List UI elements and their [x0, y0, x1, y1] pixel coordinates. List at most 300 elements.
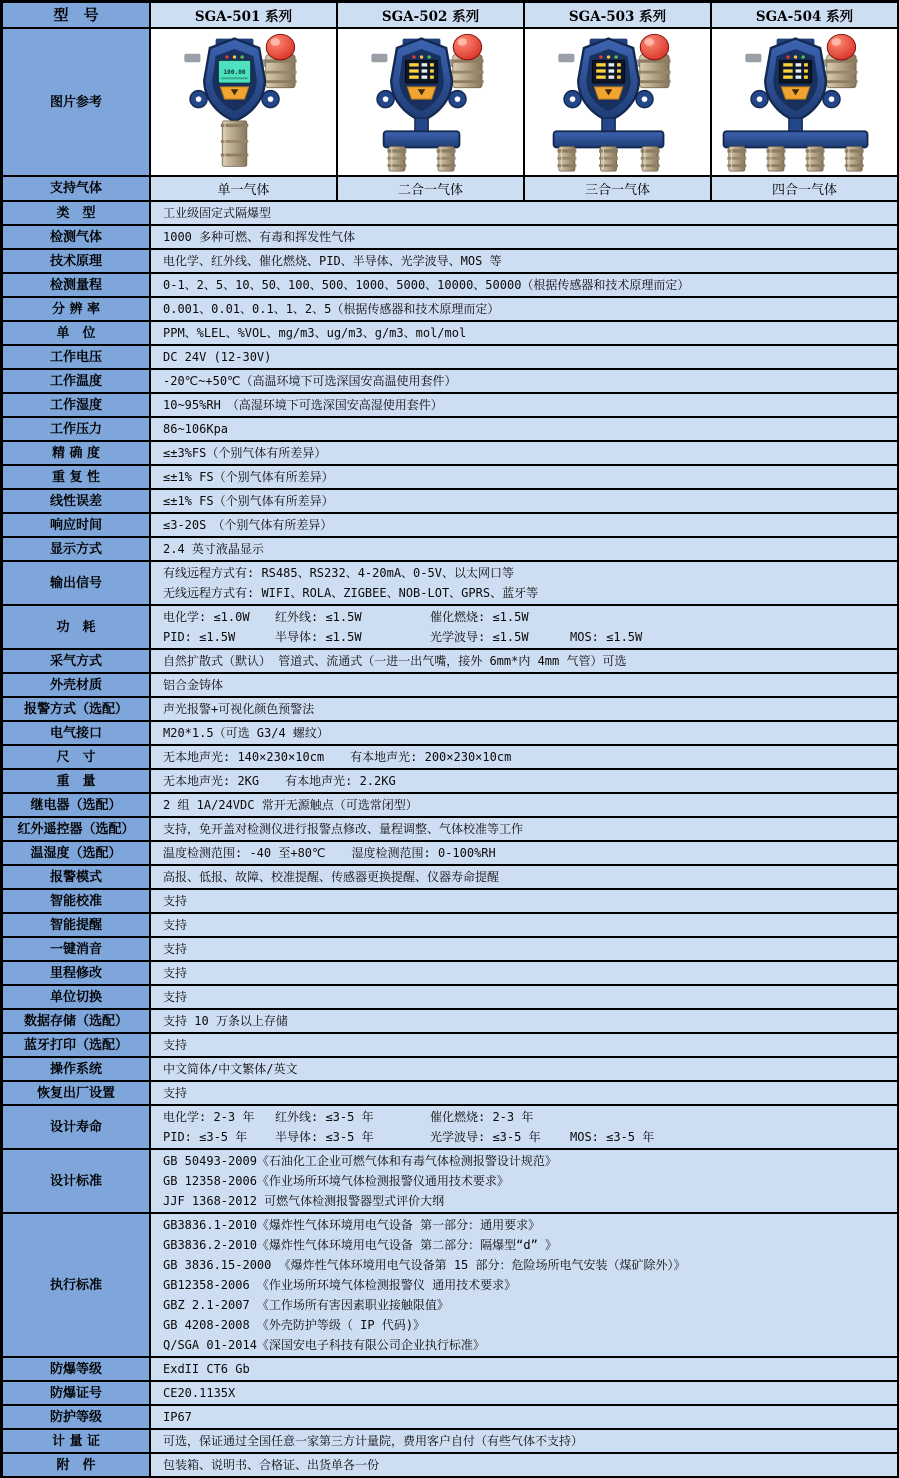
value-line [163, 747, 891, 767]
value-segment: 高报、低报、故障、校准提醒、传感器更换提醒、仪器寿命提醒 [163, 870, 500, 884]
value-segment: 自然扩散式（默认） 管道式、流通式（一进一出气嘴，接外 6mm*内 4mm 气管）可选 [163, 654, 627, 668]
value-segment: 可选，保证通过全国任意一家第三方计量院，费用客户自付（有些气体不支持） [163, 1434, 584, 1448]
keypad-buttons [594, 87, 622, 99]
spec-row [3, 370, 897, 394]
value-line [163, 651, 891, 671]
lcd-screen [218, 60, 250, 83]
row-label: 输出信号 [3, 562, 151, 604]
status-led-icons [786, 55, 805, 58]
sensor-head-icon [640, 146, 659, 171]
row-value [151, 514, 897, 536]
value-line [163, 203, 891, 223]
spec-row [3, 674, 897, 698]
row-value [151, 1214, 897, 1356]
value-segment: Q/SGA 01-2014《深国安电子科技有限公司企业执行标准》 [163, 1338, 485, 1352]
value-line [163, 1275, 891, 1295]
row-label: 重 复 性 [3, 466, 151, 488]
spec-row [3, 250, 897, 274]
row-value [151, 1358, 897, 1380]
spec-row [3, 1214, 897, 1358]
sensor-head-icon [844, 146, 863, 171]
row-label: 计 量 证 [3, 1430, 151, 1452]
row-label: 采气方式 [3, 650, 151, 672]
detector-illustration [344, 31, 518, 173]
value-segment: 支持 [163, 966, 188, 980]
spec-row [3, 274, 897, 298]
row-label: 执行标准 [3, 1214, 151, 1356]
spec-row [3, 226, 897, 250]
row-label: 电气接口 [3, 722, 151, 744]
row-value [151, 1058, 897, 1080]
value-segment: GB 3836.15-2000 《爆炸性气体环境用电气设备第 15 部分：危险场所电气安装（煤矿除外）》 [163, 1258, 686, 1272]
value-line [163, 583, 891, 603]
value-segment: GBZ 2.1-2007 《工作场所有害因素职业接触限值》 [163, 1298, 449, 1312]
row-label: 工作温度 [3, 370, 151, 392]
value-segment: 无本地声光: 2KG [163, 774, 260, 788]
row-label: 附 件 [3, 1454, 151, 1476]
product-image-row [3, 29, 897, 177]
product-image-sga-501 [151, 29, 338, 175]
spec-row [3, 722, 897, 746]
row-label: 智能提醒 [3, 914, 151, 936]
value-segment: 催化燃烧: ≤1.5W [430, 610, 529, 624]
value-segment: JJF 1368-2012 可燃气体检测报警器型式评价大纲 [163, 1194, 445, 1208]
row-value [151, 1106, 897, 1148]
value-segment: 温度检测范围: -40 至+80℃ [163, 846, 326, 860]
sensor-head-icon [436, 146, 455, 171]
alarm-beacon-icon [825, 34, 857, 87]
value-line [163, 891, 891, 911]
value-line [163, 1407, 891, 1427]
row-value [151, 842, 897, 864]
value-segment: 电化学: ≤1.0W [163, 610, 250, 624]
row-label: 尺 寸 [3, 746, 151, 768]
sensor-head-icon [599, 146, 618, 171]
spec-row [3, 466, 897, 490]
value-segment: MOS: ≤1.5W [570, 630, 643, 644]
spec-row [3, 442, 897, 466]
value-line [163, 1171, 891, 1191]
row-value [151, 866, 897, 888]
row-label: 精 确 度 [3, 442, 151, 464]
side-port [745, 54, 761, 63]
row-value [151, 298, 897, 320]
value-segment: 支持 [163, 918, 188, 932]
sensor-head-icon [727, 146, 746, 171]
row-label: 功 耗 [3, 606, 151, 648]
sensor-head-icon [387, 146, 406, 171]
value-segment: 红外线: ≤1.5W [275, 610, 362, 624]
row-label: 防爆等级 [3, 1358, 151, 1380]
value-line [163, 1383, 891, 1403]
spec-row [3, 1454, 897, 1478]
spec-row [3, 1430, 897, 1454]
value-segment: 0.001、0.01、0.1、1、2、5（根据传感器和技术原理而定） [163, 302, 500, 316]
status-led-icons [225, 55, 244, 58]
value-line [163, 1215, 891, 1235]
model-header-sga-504: SGA-504 系列 [712, 3, 897, 27]
value-segment: 10~95%RH （高湿环境下可选深国安高湿使用套件） [163, 398, 443, 412]
alarm-beacon-icon [451, 34, 483, 87]
row-label: 检测气体 [3, 226, 151, 248]
value-line [163, 939, 891, 959]
value-segment: 无线远程方式有: WIFI、ROLA、ZIGBEE、NOB-LOT、GPRS、蓝牙等 [163, 586, 539, 600]
value-line [163, 227, 891, 247]
row-value [151, 370, 897, 392]
value-line [163, 723, 891, 743]
value-segment: ExdII CT6 Gb [163, 1362, 250, 1376]
spec-rows-container [3, 202, 897, 1478]
value-line [163, 1083, 891, 1103]
gas-row-label: 支持气体 [3, 177, 151, 200]
detector-illustration [718, 31, 892, 173]
image-row-label: 图片参考 [3, 29, 151, 175]
value-line [163, 443, 891, 463]
supported-gas-row [3, 177, 897, 202]
value-line [163, 1335, 891, 1355]
spec-row [3, 1058, 897, 1082]
row-value [151, 606, 897, 648]
spec-row [3, 650, 897, 674]
value-line [163, 607, 891, 627]
value-segment: 催化燃烧: 2-3 年 [430, 1110, 534, 1124]
row-label: 工作电压 [3, 346, 151, 368]
row-label: 分 辨 率 [3, 298, 151, 320]
row-label: 继电器（选配） [3, 794, 151, 816]
value-segment: M20*1.5（可选 G3/4 螺纹） [163, 726, 329, 740]
value-segment: ≤±1% FS（个别气体有所差异） [163, 494, 334, 508]
row-value [151, 1406, 897, 1428]
row-value [151, 274, 897, 296]
value-segment: CE20.1135X [163, 1386, 236, 1400]
spec-row [3, 914, 897, 938]
row-label: 防护等级 [3, 1406, 151, 1428]
row-value [151, 538, 897, 560]
side-port [371, 54, 387, 63]
value-segment: 有本地声光: 2.2KG [285, 774, 396, 788]
value-segment: GB12358-2006 《作业场所环境气体检测报警仪 通用技术要求》 [163, 1278, 517, 1292]
value-line [163, 1455, 891, 1475]
value-line [163, 563, 891, 583]
value-line [163, 867, 891, 887]
value-segment: 无本地声光: 140×230×10cm [163, 750, 325, 764]
value-segment: 光学波导: ≤1.5W [430, 630, 529, 644]
spec-row [3, 1150, 897, 1214]
value-line [163, 395, 891, 415]
value-line [163, 1107, 891, 1127]
row-label: 温湿度（选配） [3, 842, 151, 864]
model-header-sga-501: SGA-501 系列 [151, 3, 338, 27]
row-label: 报警方式（选配） [3, 698, 151, 720]
value-segment: MOS: ≤3-5 年 [570, 1130, 655, 1144]
model-header-label: 型 号 [3, 3, 151, 27]
row-label: 线性误差 [3, 490, 151, 512]
spec-row [3, 394, 897, 418]
spec-row [3, 866, 897, 890]
value-segment: PID: ≤1.5W [163, 630, 236, 644]
spec-row [3, 698, 897, 722]
value-segment: 支持 [163, 894, 188, 908]
row-label: 数据存储（选配） [3, 1010, 151, 1032]
spec-row [3, 818, 897, 842]
gas-count-sga-502: 二合一气体 [338, 177, 525, 200]
value-line [163, 251, 891, 271]
value-line [163, 1315, 891, 1335]
row-value [151, 490, 897, 512]
row-value [151, 346, 897, 368]
value-segment: DC 24V (12-30V) [163, 350, 272, 364]
spec-row [3, 842, 897, 866]
row-value [151, 794, 897, 816]
value-segment: 支持 [163, 1086, 188, 1100]
value-segment: GB3836.1-2010《爆炸性气体环境用电气设备 第一部分：通用要求》 [163, 1218, 541, 1232]
row-label: 设计标准 [3, 1150, 151, 1212]
value-segment: 2 组 1A/24VDC 常开无源触点（可选常闭型） [163, 798, 418, 812]
model-header-sga-502: SGA-502 系列 [338, 3, 525, 27]
value-segment: 铝合金铸体 [163, 678, 224, 692]
value-line [163, 1127, 891, 1147]
value-segment: GB 4208-2008 《外壳防护等级（ IP 代码)》 [163, 1318, 426, 1332]
spec-row [3, 986, 897, 1010]
status-led-icons [412, 55, 431, 58]
row-value [151, 202, 897, 224]
row-label: 显示方式 [3, 538, 151, 560]
value-line [163, 699, 891, 719]
model-header-row [3, 3, 897, 29]
value-segment: ≤±3%FS（个别气体有所差异） [163, 446, 327, 460]
status-led-icons [599, 55, 618, 58]
keypad-buttons [407, 87, 435, 99]
spec-row [3, 1010, 897, 1034]
spec-row [3, 514, 897, 538]
row-value [151, 674, 897, 696]
spec-row [3, 562, 897, 606]
row-value [151, 442, 897, 464]
row-label: 设计寿命 [3, 1106, 151, 1148]
value-segment: 有本地声光: 200×230×10cm [350, 750, 512, 764]
value-line [163, 1035, 891, 1055]
value-segment: 86~106Kpa [163, 422, 229, 436]
model-header-sga-503: SGA-503 系列 [525, 3, 712, 27]
value-segment: GB 50493-2009《石油化工企业可燃气体和有毒气体检测报警设计规范》 [163, 1154, 557, 1168]
value-line [163, 675, 891, 695]
row-value [151, 466, 897, 488]
value-line [163, 299, 891, 319]
row-label: 单 位 [3, 322, 151, 344]
row-label: 类 型 [3, 202, 151, 224]
gas-count-sga-504: 四合一气体 [712, 177, 897, 200]
sensor-head-icon [766, 146, 785, 171]
value-segment: 支持，免开盖对检测仪进行报警点修改、量程调整、气体校准等工作 [163, 822, 524, 836]
alarm-beacon-icon [638, 34, 670, 87]
row-value [151, 722, 897, 744]
value-line [163, 1431, 891, 1451]
value-line [163, 467, 891, 487]
value-line [163, 843, 891, 863]
value-segment: -20℃~+50℃（高温环境下可选深国安高温使用套件） [163, 374, 457, 388]
value-line [163, 1359, 891, 1379]
value-segment: 1000 多种可燃、有毒和挥发性气体 [163, 230, 356, 244]
value-line [163, 1151, 891, 1171]
value-line [163, 1191, 891, 1211]
spec-row [3, 606, 897, 650]
spec-row [3, 346, 897, 370]
row-label: 外壳材质 [3, 674, 151, 696]
row-label: 智能校准 [3, 890, 151, 912]
sensor-head-icon [557, 146, 576, 171]
row-value [151, 250, 897, 272]
row-value [151, 1034, 897, 1056]
row-label: 检测量程 [3, 274, 151, 296]
row-label: 红外遥控器（选配） [3, 818, 151, 840]
value-line [163, 963, 891, 983]
value-line [163, 1235, 891, 1255]
row-value [151, 1454, 897, 1476]
row-label: 重 量 [3, 770, 151, 792]
sensor-head-icon [805, 146, 824, 171]
value-segment: 支持 [163, 942, 188, 956]
row-label: 一键消音 [3, 938, 151, 960]
side-port [558, 54, 574, 63]
value-segment: 光学波导: ≤3-5 年 [430, 1130, 541, 1144]
value-line [163, 987, 891, 1007]
row-value [151, 1010, 897, 1032]
row-value [151, 394, 897, 416]
spec-row [3, 202, 897, 226]
value-segment: PID: ≤3-5 年 [163, 1130, 248, 1144]
row-label: 技术原理 [3, 250, 151, 272]
row-value [151, 1382, 897, 1404]
value-line [163, 539, 891, 559]
spec-row [3, 1406, 897, 1430]
product-image-sga-503 [525, 29, 712, 175]
spec-row [3, 770, 897, 794]
row-value [151, 1150, 897, 1212]
spec-row [3, 794, 897, 818]
sensor-head-icon [220, 121, 247, 166]
spec-row [3, 1382, 897, 1406]
side-port [184, 54, 200, 63]
spec-row [3, 1358, 897, 1382]
row-label: 工作湿度 [3, 394, 151, 416]
value-line [163, 371, 891, 391]
value-line [163, 627, 891, 647]
row-label: 操作系统 [3, 1058, 151, 1080]
value-segment: 包装箱、说明书、合格证、出货单各一份 [163, 1458, 380, 1472]
row-value [151, 986, 897, 1008]
row-value [151, 962, 897, 984]
value-segment: GB 12358-2006《作业场所环境气体检测报警仪通用技术要求》 [163, 1174, 509, 1188]
spec-row [3, 746, 897, 770]
spec-row [3, 322, 897, 346]
row-label: 防爆证号 [3, 1382, 151, 1404]
detector-illustration [531, 31, 705, 173]
row-value [151, 818, 897, 840]
value-line [163, 515, 891, 535]
spec-row [3, 298, 897, 322]
row-value [151, 1082, 897, 1104]
value-segment: 电化学: 2-3 年 [163, 1110, 255, 1124]
gas-count-sga-501: 单一气体 [151, 177, 338, 200]
spec-row [3, 490, 897, 514]
row-value [151, 914, 897, 936]
manifold [553, 131, 663, 147]
alarm-beacon-icon [264, 34, 296, 87]
row-label: 蓝牙打印（选配） [3, 1034, 151, 1056]
value-segment: 2.4 英寸液晶显示 [163, 542, 264, 556]
value-line [163, 491, 891, 511]
row-value [151, 322, 897, 344]
lcd-screen [405, 60, 437, 83]
value-segment: 红外线: ≤3-5 年 [275, 1110, 374, 1124]
value-line [163, 1059, 891, 1079]
value-line [163, 819, 891, 839]
value-line [163, 347, 891, 367]
svg-text:100.00: 100.00 [222, 69, 246, 77]
row-label: 恢复出厂设置 [3, 1082, 151, 1104]
gas-count-sga-503: 三合一气体 [525, 177, 712, 200]
detector-illustration [157, 31, 331, 173]
spec-row [3, 890, 897, 914]
spec-row [3, 418, 897, 442]
row-label: 单位切换 [3, 986, 151, 1008]
value-line [163, 1255, 891, 1275]
spec-row [3, 1082, 897, 1106]
keypad-buttons [781, 87, 809, 99]
value-segment: 0-1、2、5、10、50、100、500、1000、5000、10000、50000（根据传感器和技术原理而定） [163, 278, 690, 292]
spec-row [3, 1034, 897, 1058]
value-line [163, 1295, 891, 1315]
value-segment: 支持 10 万条以上存储 [163, 1014, 288, 1028]
spec-row [3, 538, 897, 562]
value-segment: 半导体: ≤1.5W [275, 630, 362, 644]
value-line [163, 323, 891, 343]
lcd-screen [779, 60, 811, 83]
value-line [163, 1011, 891, 1031]
value-segment: 湿度检测范围: 0-100%RH [351, 846, 496, 860]
manifold [383, 131, 459, 147]
row-value [151, 938, 897, 960]
row-label: 响应时间 [3, 514, 151, 536]
row-value [151, 770, 897, 792]
row-value [151, 562, 897, 604]
value-line [163, 275, 891, 295]
product-image-sga-504 [712, 29, 897, 175]
keypad-buttons [220, 87, 248, 99]
row-value [151, 746, 897, 768]
value-segment: 电化学、红外线、催化燃烧、PID、半导体、光学波导、MOS 等 [163, 254, 502, 268]
row-value [151, 1430, 897, 1452]
row-label: 里程修改 [3, 962, 151, 984]
value-line [163, 419, 891, 439]
value-segment: ≤±1% FS（个别气体有所差异） [163, 470, 334, 484]
value-line [163, 771, 891, 791]
value-segment: 工业级固定式隔爆型 [163, 206, 272, 220]
value-segment: PPM、%LEL、%VOL、mg/m3、ug/m3、g/m3、mol/mol [163, 326, 467, 340]
row-value [151, 418, 897, 440]
row-label: 报警模式 [3, 866, 151, 888]
value-segment: 支持 [163, 1038, 188, 1052]
spec-row [3, 1106, 897, 1150]
value-segment: IP67 [163, 1410, 192, 1424]
value-segment: 半导体: ≤3-5 年 [275, 1130, 374, 1144]
value-segment: 支持 [163, 990, 188, 1004]
spec-row [3, 962, 897, 986]
row-value [151, 698, 897, 720]
value-segment: ≤3-20S （个别气体有所差异） [163, 518, 333, 532]
value-segment: 声光报警+可视化颜色预警法 [163, 702, 315, 716]
spec-row [3, 938, 897, 962]
